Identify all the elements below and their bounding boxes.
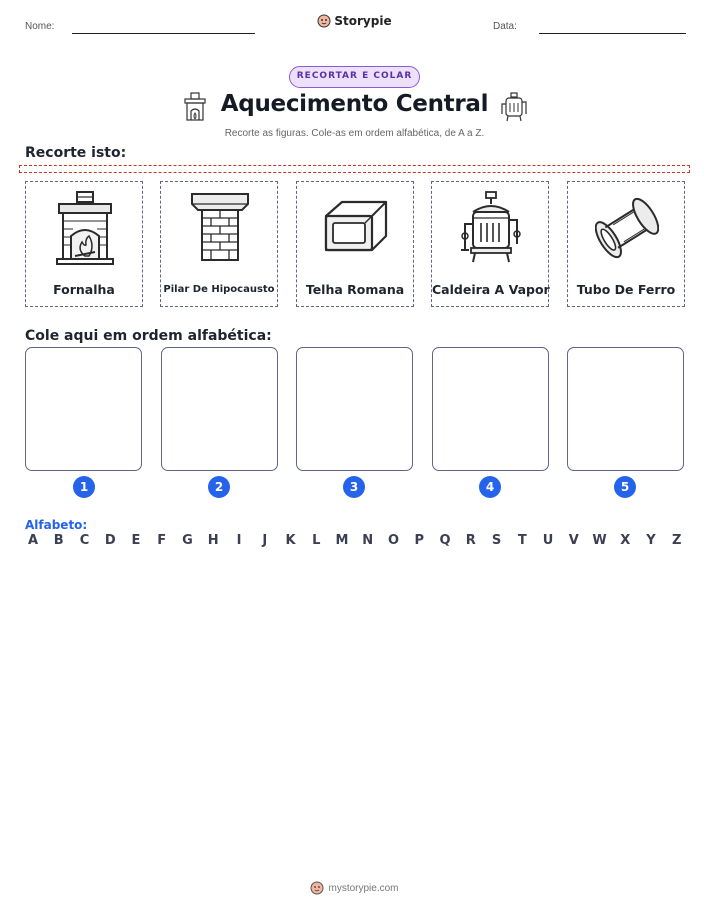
- footer-url[interactable]: mystorypie.com: [328, 883, 399, 894]
- alphabet-letter: E: [131, 533, 141, 548]
- alphabet-letter: X: [620, 533, 631, 548]
- cut-card-tubo-de-ferro[interactable]: [567, 181, 685, 307]
- alphabet-letter: G: [182, 533, 193, 548]
- position-number-4: 4: [479, 476, 501, 498]
- alphabet-letter: C: [79, 533, 90, 548]
- alphabet-letter: V: [568, 533, 579, 548]
- alphabet-letter: R: [465, 533, 476, 548]
- cut-card-caldeira-a-vapor[interactable]: [431, 181, 549, 307]
- alphabet-heading: Alfabeto:: [25, 518, 88, 532]
- alphabet-letter: T: [517, 533, 527, 548]
- storypie-mascot-icon: [310, 881, 324, 895]
- alphabet-letter: S: [491, 533, 502, 548]
- alphabet-letter: Z: [672, 533, 682, 548]
- alphabet-letter: L: [312, 533, 321, 548]
- position-number-2: 2: [208, 476, 230, 498]
- steam-boiler-icon: [459, 190, 523, 266]
- date-label: Data:: [493, 21, 517, 32]
- paste-box-1[interactable]: [25, 347, 142, 471]
- footer: [0, 881, 709, 895]
- alphabet-letter: Y: [646, 533, 656, 548]
- instructions: Recorte as figuras. Cole-as em ordem alfabética, de A a Z.: [224, 128, 485, 139]
- alphabet-letter: J: [262, 533, 268, 548]
- cut-card-pilar-de-hipocausto[interactable]: [160, 181, 278, 307]
- alphabet-letter: U: [542, 533, 554, 548]
- alphabet-letter: F: [157, 533, 167, 548]
- iron-pipe-icon: [595, 190, 659, 266]
- card-label: Tubo De Ferro: [576, 282, 676, 297]
- alphabet-letter: B: [53, 533, 64, 548]
- cut-line: [19, 165, 690, 173]
- alphabet-letter: M: [335, 533, 349, 548]
- alphabet-letter: N: [362, 533, 374, 548]
- position-number-1: 1: [73, 476, 95, 498]
- alphabet-letter: D: [104, 533, 116, 548]
- position-number-3: 3: [343, 476, 365, 498]
- name-label: Nome:: [25, 21, 55, 32]
- alphabet-letter: K: [285, 533, 296, 548]
- paste-box-4[interactable]: [432, 347, 549, 471]
- paste-box-3[interactable]: [296, 347, 413, 471]
- alphabet-letter: I: [236, 533, 242, 548]
- position-number-5: 5: [614, 476, 636, 498]
- paste-section-heading: Cole aqui em ordem alfabética:: [25, 328, 272, 344]
- paste-box-5[interactable]: [567, 347, 684, 471]
- brick-pillar-icon: [188, 190, 252, 266]
- brand-name: Storypie: [334, 14, 392, 28]
- roman-tile-icon: [324, 190, 388, 266]
- alphabet-letter: P: [414, 533, 425, 548]
- alphabet-letter: A: [27, 533, 39, 548]
- card-label: Fornalha: [53, 282, 115, 297]
- alphabet-letter: Q: [439, 533, 451, 548]
- alphabet-letter: O: [387, 533, 400, 548]
- cut-section-heading: Recorte isto:: [25, 145, 127, 161]
- storypie-mascot-icon: [317, 14, 331, 28]
- brand-logo: [0, 14, 709, 28]
- paste-box-2[interactable]: [161, 347, 278, 471]
- steam-boiler-icon: [500, 92, 528, 122]
- fireplace-icon: [53, 190, 117, 266]
- activity-tag: RECORTAR E COLAR: [289, 66, 420, 88]
- cut-card-telha-romana[interactable]: [296, 181, 414, 307]
- card-label: Telha Romana: [305, 282, 405, 297]
- date-line[interactable]: [539, 33, 686, 34]
- cut-card-fornalha[interactable]: [25, 181, 143, 307]
- page-title: Aquecimento Central: [220, 91, 489, 117]
- card-label: Pilar De Hipocausto: [163, 284, 275, 295]
- card-label: Caldeira A Vapor: [432, 282, 550, 297]
- alphabet-letter: H: [207, 533, 219, 548]
- alphabet-letter: W: [592, 533, 607, 548]
- name-line[interactable]: [72, 33, 255, 34]
- alphabet-row: [25, 533, 685, 548]
